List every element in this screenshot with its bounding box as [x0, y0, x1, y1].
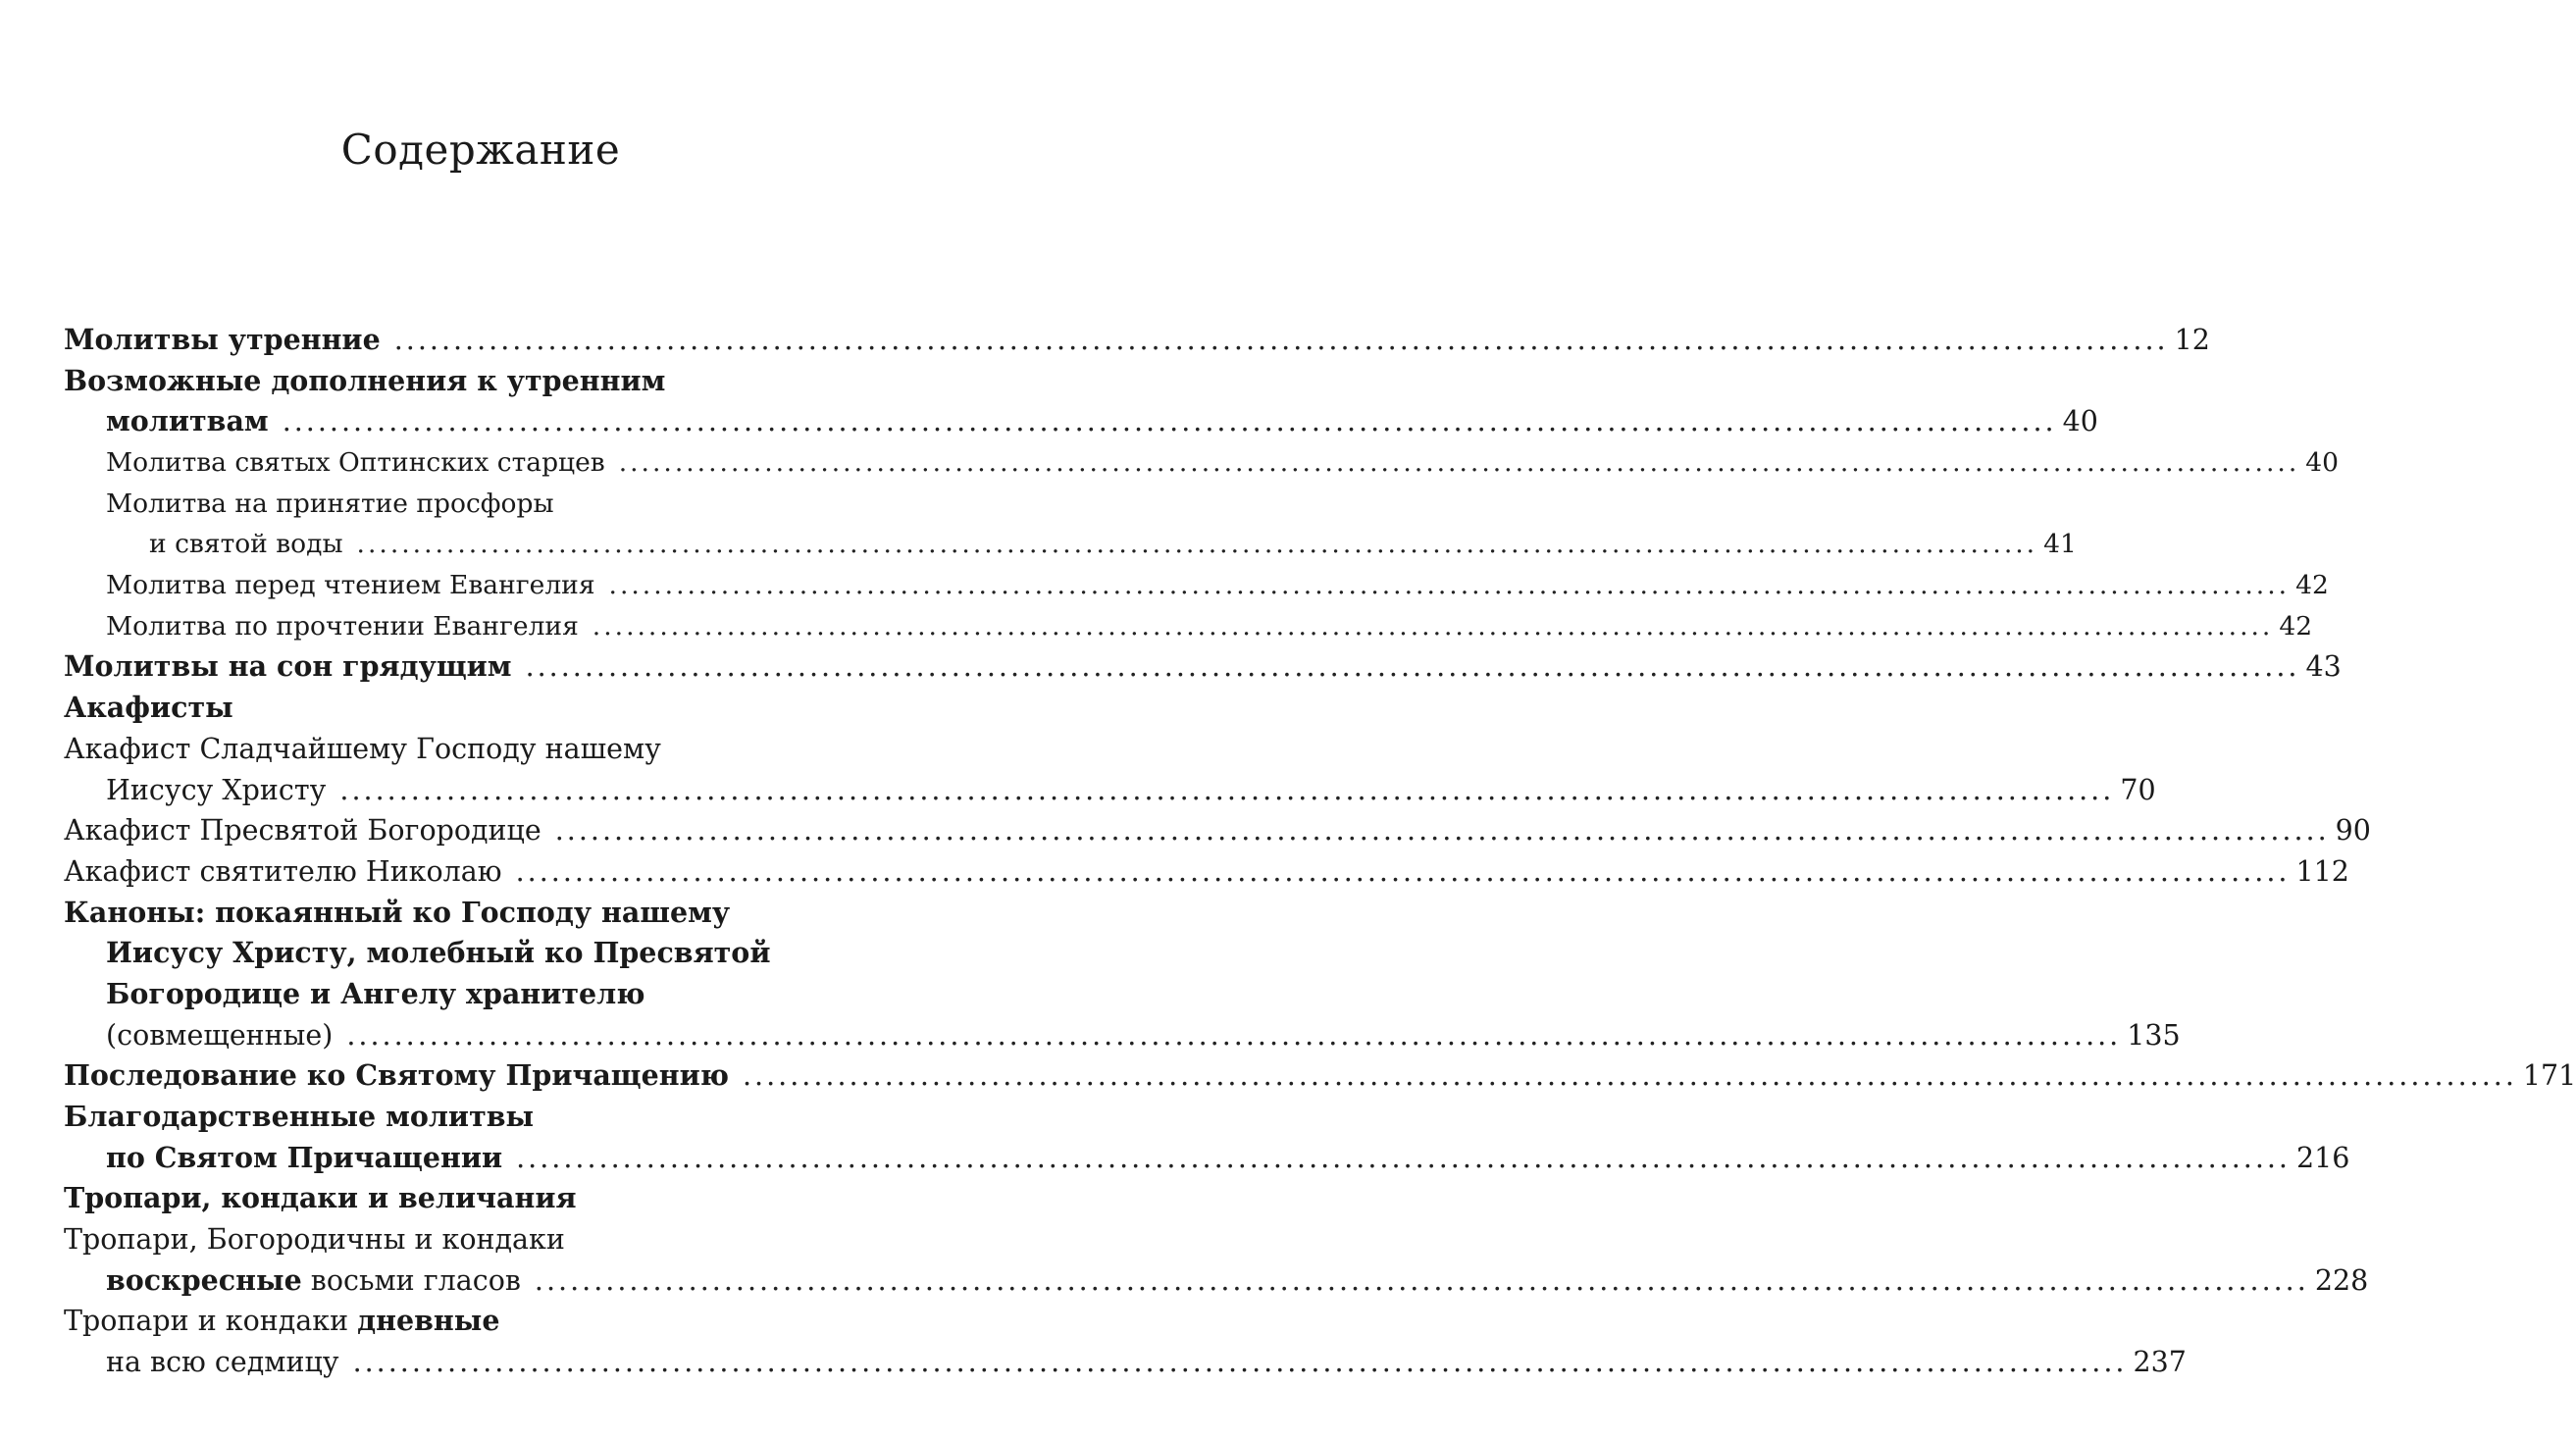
toc-entry-title — [64, 1301, 499, 1342]
toc-entry — [0, 565, 2329, 606]
toc-entry — [0, 1302, 964, 1343]
toc-entry-title: Иисусу Христу, молебный ко Пресвятой — [106, 936, 771, 970]
toc-entry — [0, 401, 2098, 442]
toc-entry — [0, 851, 2349, 893]
table-of-contents — [0, 320, 2576, 1383]
dot-leader — [743, 1055, 2517, 1097]
dot-leader — [619, 442, 2300, 484]
toc-entry — [0, 1055, 2576, 1097]
toc-entry-title: молитвам — [106, 404, 269, 438]
toc-entry — [0, 933, 1006, 974]
toc-entry-title: Акафисты — [64, 691, 233, 725]
toc-entry — [0, 320, 2210, 361]
toc-entry-title: Благодарственные молитвы — [64, 1100, 535, 1134]
toc-entry-title: Последование ко Святому Причащению — [64, 1058, 729, 1093]
toc-entry — [0, 1138, 2350, 1179]
toc-entry-regular-part: Тропари и кондаки — [64, 1305, 358, 1338]
toc-page-number: 135 — [2127, 1018, 2181, 1052]
toc-entry — [0, 442, 2339, 484]
toc-page-number: 40 — [2062, 405, 2098, 438]
toc-entry — [0, 810, 2371, 851]
toc-entry — [0, 361, 964, 402]
toc-entry-bold-part: дневные — [357, 1304, 500, 1338]
dot-leader — [394, 320, 2169, 361]
toc-page-number: 41 — [2043, 529, 2077, 560]
dot-leader — [357, 524, 2038, 565]
dot-leader — [609, 565, 2291, 606]
toc-entry-title: Иисусу Христу — [106, 773, 327, 806]
toc-entry — [0, 729, 964, 770]
toc-entry-title: Тропари, Богородичны и кондаки — [64, 1223, 565, 1257]
dot-leader — [535, 1260, 2309, 1302]
dot-leader — [283, 401, 2057, 442]
toc-page-number: 42 — [2295, 570, 2329, 601]
toc-entry-title: (совмещенные) — [106, 1018, 334, 1052]
toc-entry-bold-part: воскресные — [106, 1262, 302, 1297]
toc-entry-title: Акафист Сладчайшему Господу нашему — [64, 732, 661, 765]
toc-entry-title: Молитва по прочтении Евангелия — [106, 610, 579, 642]
toc-entry — [0, 484, 1006, 525]
toc-section-heading — [0, 688, 964, 729]
toc-entry-title: Молитва перед чтением Евангелия — [106, 570, 595, 601]
toc-entry — [0, 647, 2342, 689]
toc-page-number: 42 — [2279, 610, 2313, 642]
toc-entry-title: Каноны: покаянный ко Господу нашему — [64, 895, 731, 929]
toc-entry-title: Тропари, кондаки и величания — [64, 1181, 577, 1215]
dot-leader — [516, 1138, 2291, 1179]
toc-entry-title: Богородице и Ангелу хранителю — [106, 976, 645, 1010]
toc-entry-title: Молитвы на сон грядущим — [64, 649, 512, 684]
dot-leader — [339, 770, 2114, 811]
toc-entry-regular-part: восьми гласов — [301, 1263, 521, 1297]
toc-page-number: 216 — [2296, 1141, 2350, 1174]
toc-entry-title: Акафист Пресвятой Богородице — [64, 814, 541, 848]
dot-leader — [555, 810, 2330, 851]
toc-entry — [0, 893, 964, 934]
toc-entry-title: Молитва святых Оптинских старцев — [106, 447, 605, 479]
toc-page-number: 112 — [2295, 854, 2349, 888]
page-title: Содержание — [340, 126, 621, 174]
toc-entry — [0, 606, 2313, 647]
toc-entry-title: Акафист святителю Николаю — [64, 854, 502, 888]
toc-entry — [0, 770, 2156, 811]
toc-entry — [0, 974, 1006, 1015]
toc-page-number: 237 — [2133, 1346, 2187, 1379]
toc-page-number: 70 — [2120, 773, 2156, 806]
toc-entry — [0, 1260, 2369, 1302]
toc-page-number: 171 — [2522, 1059, 2576, 1093]
toc-page-number: 90 — [2335, 814, 2371, 848]
toc-page-number: 43 — [2305, 650, 2342, 684]
toc-entry — [0, 1219, 964, 1260]
toc-page-number: 12 — [2174, 323, 2210, 356]
toc-page-number: 40 — [2305, 447, 2339, 479]
dot-leader — [592, 606, 2274, 647]
toc-entry — [0, 1015, 2181, 1056]
toc-entry — [0, 1342, 2187, 1383]
dot-leader — [346, 1015, 2121, 1056]
toc-entry-title — [106, 1260, 521, 1302]
toc-page-number: 228 — [2314, 1263, 2369, 1297]
dot-leader — [353, 1342, 2128, 1383]
toc-section-heading — [0, 1178, 964, 1219]
dot-leader — [516, 851, 2291, 893]
toc-entry-title: Возможные дополнения к утренним — [64, 363, 666, 397]
toc-entry-title: Молитвы утренние — [64, 322, 381, 356]
toc-entry — [0, 1097, 964, 1138]
toc-entry-title: Молитва на принятие просфоры — [106, 488, 554, 519]
toc-entry-title: на всю седмицу — [106, 1346, 339, 1379]
toc-entry-title: по Святом Причащении — [106, 1140, 503, 1174]
toc-entry — [0, 524, 2077, 565]
toc-entry-title: и святой воды — [149, 529, 343, 560]
dot-leader — [526, 646, 2300, 688]
